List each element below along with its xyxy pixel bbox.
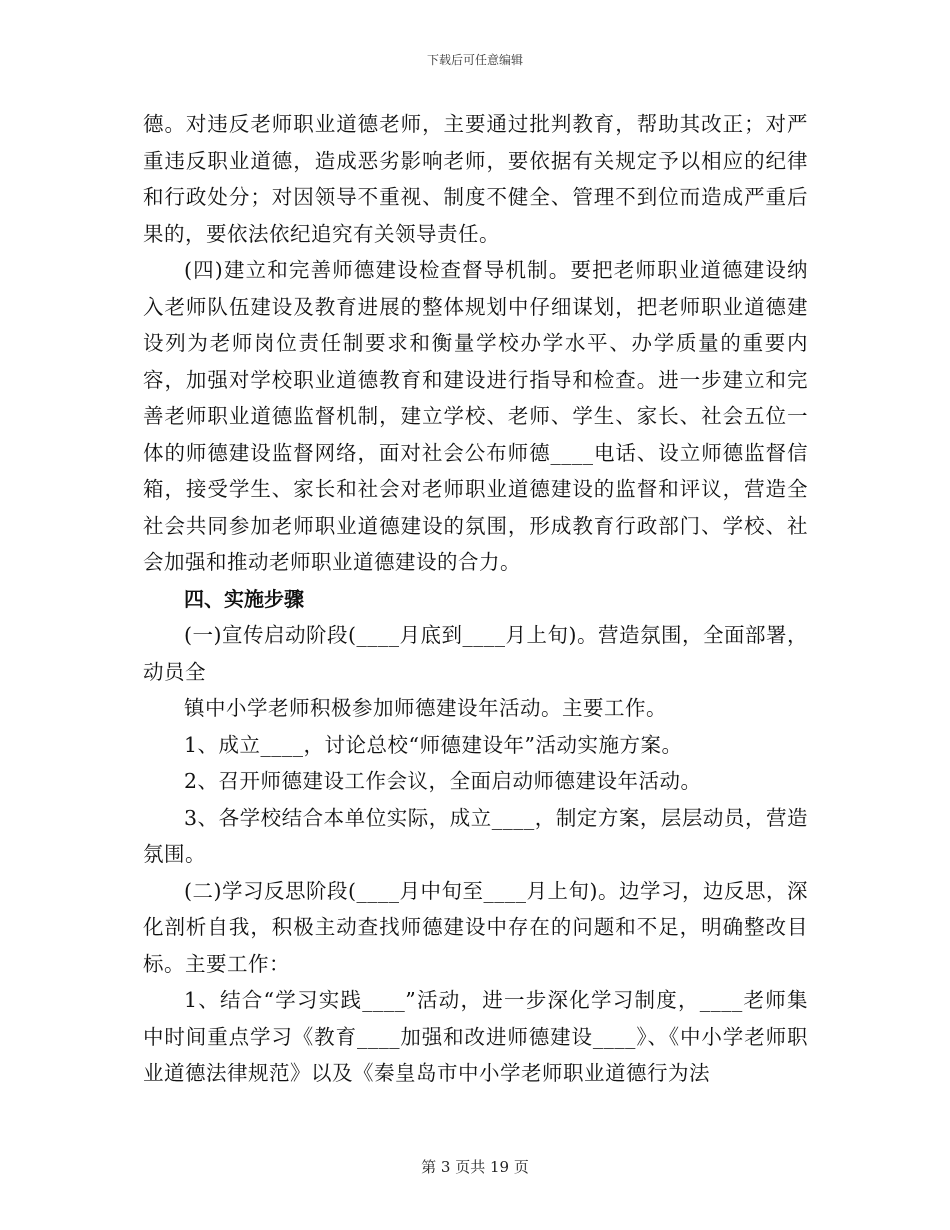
paragraph-supervision: (四)建立和完善师德建设检查督导机制。要把老师职业道德建设纳入老师队伍建设及教育进展的整体规划中仔细谋划，把老师职业道德建设列为老师岗位责任制要求和衡量学校办学水平、办学质量的重要内容，加强对学校职业道德教育和建设进行指导和检查。进一步建立和完善老师职业道德监督机制，建立学校、老师、学生、家长、社会五位一体的师德建设监督网络，面对社会公布师德____电话、设立师德监督信箱，接受学生、家长和社会对老师职业道德建设的监督和评议，营造全社会共同参加老师职业道德建设的氛围，形成教育行政部门、学校、社会加强和推动老师职业道德建设的合力。 [143, 258, 808, 574]
list-item-stage-one-2: 2、召开师德建设工作会议，全面启动师德建设年活动。 [184, 769, 702, 793]
list-item-stage-two-1: 1、结合“学习实践____”活动，进一步深化学习制度，____老师集中时间重点学习《教育____加强和改进师德建设____》、《中小学老师职业道德法律规范》以及《秦皇岛市中小学老师职业道德行为法 [143, 988, 808, 1085]
page-header: 下载后可任意编辑 [426, 53, 523, 67]
list-item-stage-one-3: 3、各学校结合本单位实际，成立____，制定方案，层层动员，营造氛围。 [143, 805, 808, 866]
paragraph-stage-two: (二)学习反思阶段(____月中旬至____月上旬)。边学习，边反思，深化剖析自我，积极主动查找师德建设中存在的问题和不足，明确整改目标。主要工作： [143, 878, 808, 976]
document-body [143, 106, 808, 1092]
list-item-stage-one-1: 1、成立____，讨论总校“师德建设年”活动实施方案。 [184, 732, 683, 757]
paragraph-stage-one: (一)宣传启动阶段(____月底到____月上旬)。营造氛围，全面部署，动员全 [143, 623, 808, 684]
section-heading-steps: 四、实施步骤 [184, 586, 304, 611]
paragraph-stage-one-continued: 镇中小学老师积极参加师德建设年活动。主要工作。 [184, 696, 667, 720]
page-footer: 第 3 页共 19 页 [421, 1158, 529, 1176]
paragraph-discipline: 德。对违反老师职业道德老师，主要通过批判教育，帮助其改正；对严重违反职业道德，造成恶劣影响老师，要依据有关规定予以相应的纪律和行政处分；对因领导不重视、制度不健全、管理不到位而造成严重后果的，要依法依纪追究有关领导责任。 [143, 112, 808, 246]
